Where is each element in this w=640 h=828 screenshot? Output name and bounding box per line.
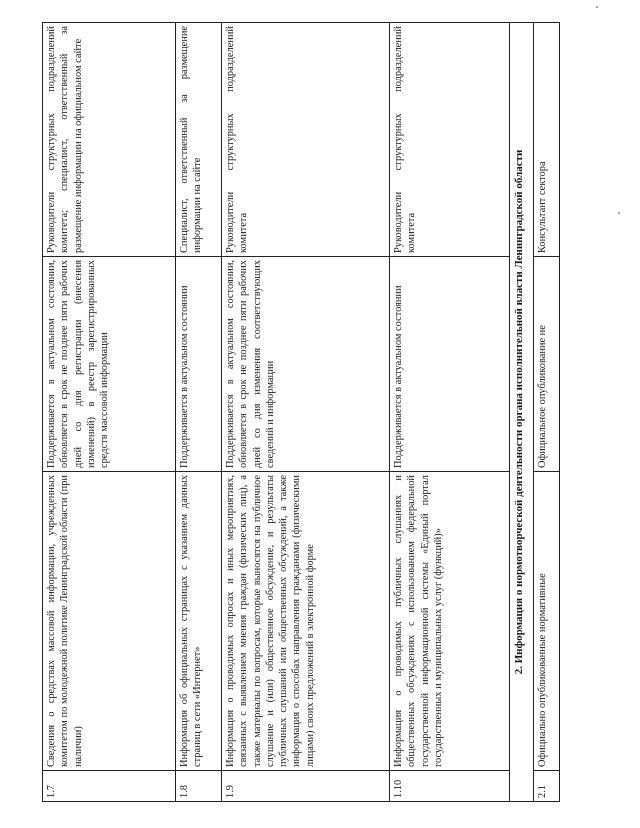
information-cell: Информация о проводимых опросах и иных мероприятиях, связанных с выявлением мнения граждан (физических лиц), а также материалы по вопросам, которые выносятся на публичное слушание и (или) общественное обсуждение, и результаты публичных слушаний или общественных обсуждений, а также информация о способах направления гражданами (физическими лицами) своих предложений в электронной форме [222,472,390,771]
table-row [43,23,176,802]
frequency-cell: Поддерживается в актуальном состоянии [390,257,510,472]
frequency-cell: Поддерживается в актуальном состоянии, обновляется в срок не позднее пяти рабочих дней со дня регистрации (внесения изменений) в реестр зарегистрированных средств массовой информации [43,257,176,472]
table-row [534,23,560,802]
section-heading-row [510,23,534,802]
responsible-cell: Консультант сектора [534,23,560,257]
table-row [222,23,390,802]
information-cell: Информация об официальных страницах с указанием данных страниц в сети «Интернет» [176,472,222,771]
frequency-cell: Поддерживается в актуальном состоянии, обновляется в срок не позднее пяти рабочих дней со дня изменения соответствующих сведений и информации [222,257,390,472]
responsible-cell: Специалист, ответственный за размещение информации на сайте [176,23,222,257]
table-row [390,23,510,802]
row-number: 1.9 [222,771,390,802]
row-number: 1.7 [43,771,176,802]
document-table [42,22,560,802]
section-heading: 2. Информация о нормотворческой деятельности органа исполнительной власти Ленинградской области [510,23,534,802]
frequency-cell: Официальное опубликование не [534,257,560,472]
information-cell: Информация о проводимых публичных слушаниях и общественных обсуждениях с использованием федеральной государственной информационной системы «Единый портал государственных и муниципальных услуг (функций)» [390,472,510,771]
information-cell: Сведения о средствах массовой информации, учрежденных комитетом по молодежной политике Ленинградской области (при наличии) [43,472,176,771]
responsible-cell: Руководители структурных подразделений комитета [390,23,510,257]
table-row [176,23,222,802]
responsible-cell: Руководители структурных подразделений комитета [222,23,390,257]
row-number: 2.1 [534,771,560,802]
row-number: 1.8 [176,771,222,802]
row-number: 1.10 [390,771,510,802]
frequency-cell: Поддерживается в актуальном состоянии [176,257,222,472]
responsible-cell: Руководители структурных подразделений комитета; специалист, ответственный за размещение информации на официальном сайте [43,23,176,257]
information-cell: Официально опубликованные нормативные [534,472,560,771]
